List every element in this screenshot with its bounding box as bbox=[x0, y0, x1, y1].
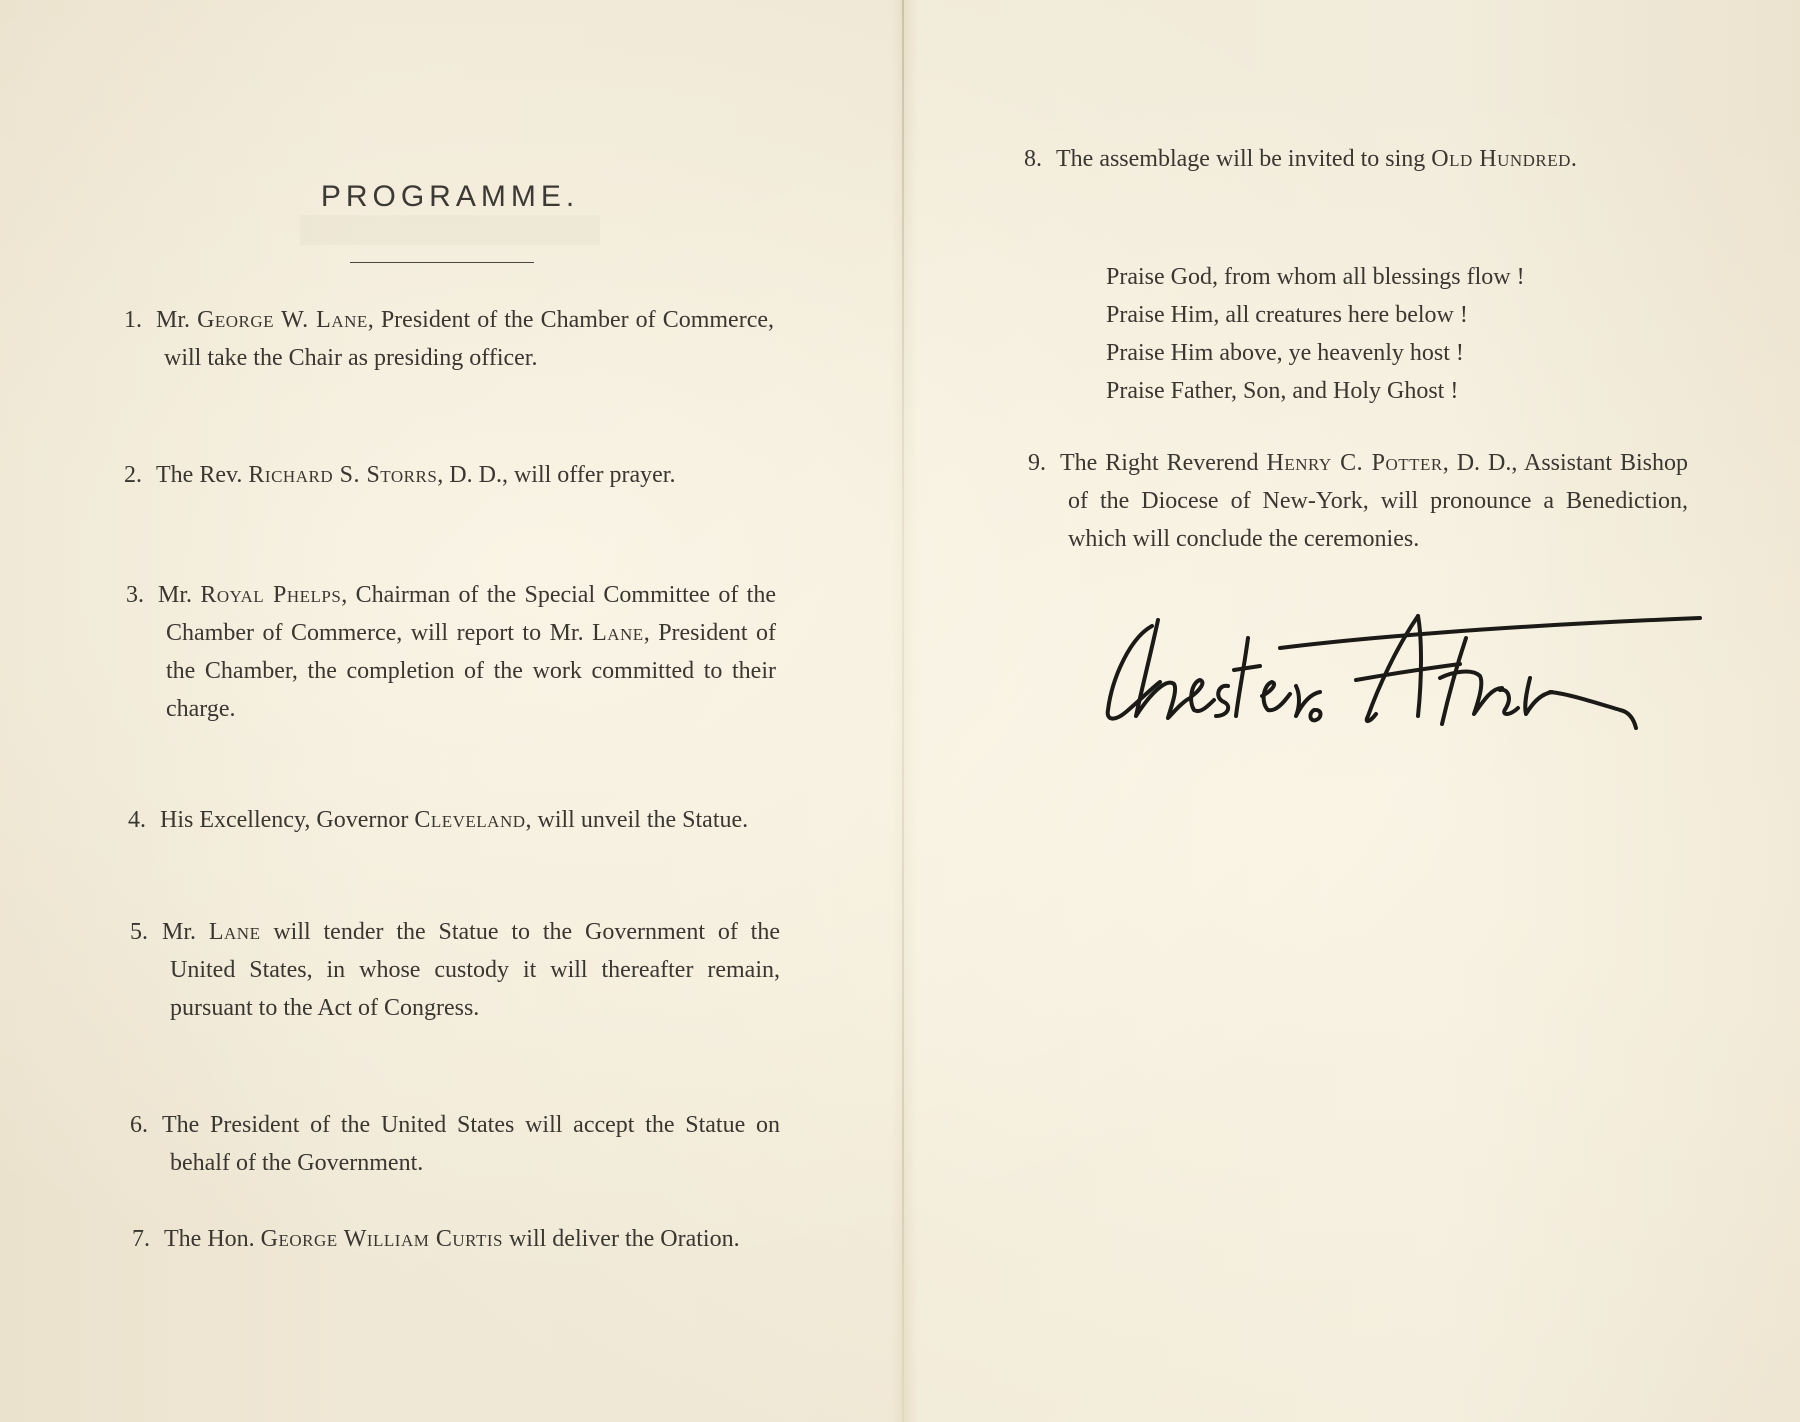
programme-item-7 bbox=[132, 1220, 782, 1258]
item-number: 6. bbox=[130, 1112, 148, 1138]
item-number: 4. bbox=[128, 807, 146, 833]
item-number: 8. bbox=[1024, 146, 1042, 172]
hymn-verse bbox=[1106, 258, 1525, 410]
handwritten-signature bbox=[1100, 598, 1800, 758]
item-text-segment: Mr. bbox=[156, 307, 198, 333]
programme-item-6 bbox=[130, 1106, 780, 1182]
programme-item-8 bbox=[1024, 140, 1684, 178]
page-title: PROGRAMME. bbox=[320, 180, 580, 213]
item-text bbox=[130, 913, 780, 1027]
programme-item-5 bbox=[130, 913, 780, 1027]
item-text-segment: The Rev. bbox=[156, 462, 249, 488]
programme-item-3 bbox=[126, 576, 776, 728]
item-text-segment: Mr. bbox=[158, 582, 201, 608]
hymn-line: Praise Him, all creatures here below ! bbox=[1106, 302, 1468, 328]
person-name: Old Hundred bbox=[1431, 146, 1571, 172]
item-text-segment: His Excellency, Governor bbox=[160, 807, 415, 833]
item-number: 2. bbox=[124, 462, 142, 488]
person-name: Henry C. Potter bbox=[1266, 450, 1443, 476]
person-name: Royal Phelps bbox=[200, 582, 342, 608]
item-text-segment: Mr. bbox=[162, 919, 209, 945]
item-text-segment: will tender the Statue to the Government of the United States, in whose custody it will thereafter remain, pursuant to the Act of Congress. bbox=[170, 919, 780, 1021]
item-text bbox=[132, 1220, 782, 1258]
item-text-segment: , President of the Chamber, the completion of the work committed to their charge. bbox=[166, 620, 776, 722]
item-text bbox=[1024, 140, 1684, 178]
person-name: Cleveland bbox=[414, 807, 526, 833]
item-number: 9. bbox=[1028, 450, 1046, 476]
item-text-segment: The Hon. bbox=[164, 1226, 261, 1252]
item-text-segment: , D. D., will offer prayer. bbox=[437, 462, 676, 488]
item-text bbox=[124, 456, 774, 494]
person-name: George William Curtis bbox=[260, 1226, 503, 1252]
item-text bbox=[126, 576, 776, 728]
title-divider bbox=[350, 262, 534, 263]
item-text bbox=[1028, 444, 1688, 558]
item-text-segment: The Right Reverend bbox=[1060, 450, 1267, 476]
item-text bbox=[124, 301, 774, 377]
item-text bbox=[128, 801, 778, 839]
hymn-line: Praise Him above, ye heavenly host ! bbox=[1106, 340, 1464, 366]
item-text-segment: The President of the United States will accept the Statue on behalf of the Government. bbox=[162, 1112, 780, 1176]
item-number: 3. bbox=[126, 582, 144, 608]
person-name: George W. Lane bbox=[197, 307, 368, 333]
hymn-line: Praise Father, Son, and Holy Ghost ! bbox=[1106, 378, 1459, 404]
item-text bbox=[130, 1106, 780, 1182]
item-text-segment: , President of the Chamber of Commerce, will take the Chair as presiding officer. bbox=[164, 307, 774, 371]
item-number: 5. bbox=[130, 919, 148, 945]
page-fold bbox=[902, 0, 904, 1422]
item-text-segment: . bbox=[1570, 146, 1577, 172]
item-text-segment: , Chairman of the Special Committee of the Chamber of Commerce, will report to Mr. bbox=[166, 582, 777, 646]
programme-item-2 bbox=[124, 456, 774, 494]
programme-item-9 bbox=[1028, 444, 1688, 558]
show-through-shadow bbox=[300, 215, 600, 245]
item-text-segment: The assemblage will be invited to sing bbox=[1056, 146, 1432, 172]
item-number: 1. bbox=[124, 307, 142, 333]
hymn-line: Praise God, from whom all blessings flow ! bbox=[1106, 264, 1525, 290]
item-text-segment: , D. D., Assistant Bishop of the Diocese of New-York, will pronounce a Benediction, which will conclude the ceremonies. bbox=[1068, 450, 1688, 552]
person-name: Lane bbox=[592, 620, 644, 646]
item-text-segment: , will unveil the Statue. bbox=[525, 807, 749, 833]
person-name: Lane bbox=[208, 919, 261, 945]
programme-item-4 bbox=[128, 801, 778, 839]
programme-item-1 bbox=[124, 301, 774, 377]
item-text-segment: will deliver the Oration. bbox=[502, 1226, 740, 1252]
person-name: Richard S. Storrs bbox=[248, 462, 438, 488]
item-number: 7. bbox=[132, 1226, 150, 1252]
